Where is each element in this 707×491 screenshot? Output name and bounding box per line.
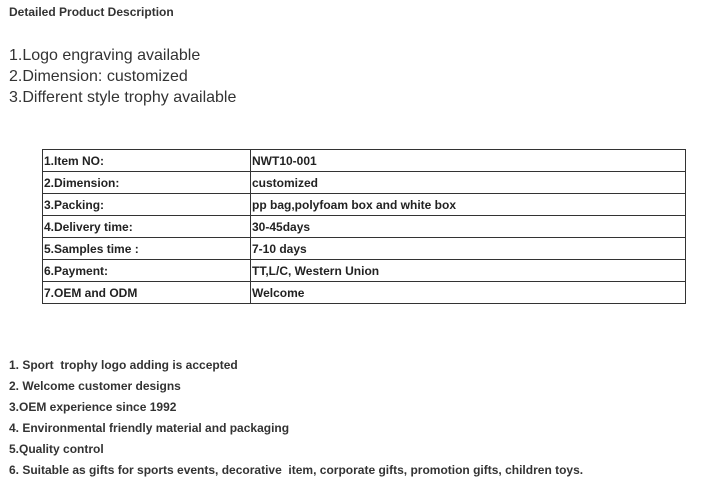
- table-row: [43, 282, 686, 304]
- spec-table: [42, 149, 686, 304]
- selling-points-list: [9, 355, 583, 481]
- spec-key: 4.Delivery time:: [43, 216, 251, 238]
- spec-key: 7.OEM and ODM: [43, 282, 251, 304]
- spec-value: 7-10 days: [251, 238, 686, 260]
- feature-item: 3.Different style trophy available: [9, 89, 237, 106]
- selling-point-item: 5.Quality control: [9, 442, 104, 456]
- spec-key: 2.Dimension:: [43, 172, 251, 194]
- spec-key: 6.Payment:: [43, 260, 251, 282]
- spec-value: customized: [251, 172, 686, 194]
- spec-value: Welcome: [251, 282, 686, 304]
- selling-point-item: 3.OEM experience since 1992: [9, 400, 177, 414]
- spec-key: 5.Samples time :: [43, 238, 251, 260]
- table-row: [43, 150, 686, 172]
- selling-point-item: 1. Sport trophy logo adding is accepted: [9, 358, 238, 372]
- table-row: [43, 238, 686, 260]
- selling-point-item: 6. Suitable as gifts for sports events, decorative item, corporate gifts, promotion gifts, children toys.: [9, 463, 584, 477]
- selling-point-item: 4. Environmental friendly material and packaging: [9, 421, 290, 435]
- feature-list: [9, 45, 236, 108]
- table-row: [43, 194, 686, 216]
- feature-item: 2.Dimension: customized: [9, 68, 188, 85]
- table-row: [43, 260, 686, 282]
- spec-key: 3.Packing:: [43, 194, 251, 216]
- spec-value: 30-45days: [251, 216, 686, 238]
- section-heading: Detailed Product Description: [9, 5, 174, 19]
- spec-key: 1.Item NO:: [43, 150, 251, 172]
- spec-value: pp bag,polyfoam box and white box: [251, 194, 686, 216]
- table-row: [43, 216, 686, 238]
- spec-value: NWT10-001: [251, 150, 686, 172]
- table-row: [43, 172, 686, 194]
- spec-value: TT,L/C, Western Union: [251, 260, 686, 282]
- selling-point-item: 2. Welcome customer designs: [9, 379, 181, 393]
- feature-item: 1.Logo engraving available: [9, 47, 201, 64]
